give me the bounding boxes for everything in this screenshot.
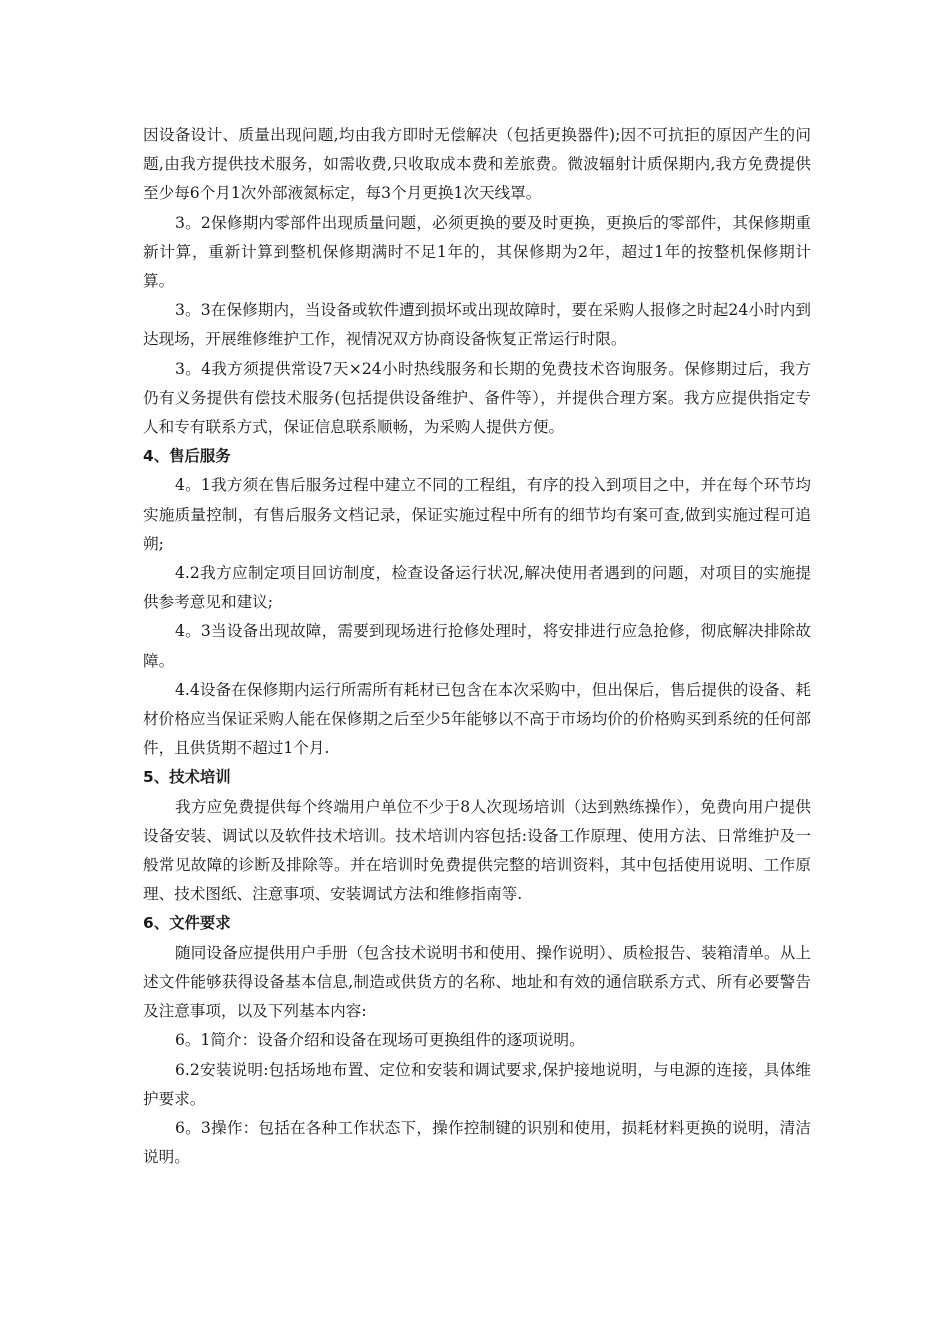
document-body [143, 121, 811, 1172]
paragraph-4-4: 4.4设备在保修期内运行所需所有耗材已包含在本次采购中，但出保后，售后提供的设备、耗材价格应当保证采购人能在保修期之后至少5年能够以不高于市场均价的价格购买到系统的任何部件，且供货期不超过1个月. [143, 680, 811, 758]
paragraph-4-1: 4。1我方须在售后服务过程中建立不同的工程组，有序的投入到项目之中，并在每个环节均实施质量控制，有售后服务文档记录，保证实施过程中所有的细节均有案可查,做到实施过程可追朔; [143, 476, 811, 553]
paragraph-3-4: 3。4我方须提供常设7天×24小时热线服务和长期的免费技术咨询服务。保修期过后，我方仍有义务提供有偿技术服务(包括提供设备维护、备件等），并提供合理方案。我方应提供指定专人和专有联系方式，保证信息联系顺畅，为采购人提供方便。 [143, 359, 811, 437]
paragraph-6-3: 6。3操作：包括在各种工作状态下，操作控制键的识别和使用，损耗材料更换的说明，清洁说明。 [143, 1118, 811, 1167]
paragraph-4-2: 4.2我方应制定项目回访制度，检查设备运行状况,解决使用者遇到的问题，对项目的实施提供参考意见和建议; [143, 564, 811, 612]
paragraph-training: 我方应免费提供每个终端用户单位不少于8人次现场培训（达到熟练操作），免费向用户提供设备安装、调试以及软件技术培训。技术培训内容包括:设备工作原理、使用方法、日常维护及一般常见故障的诊断及排除等。并在培训时免费提供完整的培训资料，其中包括使用说明、工作原理、技术图纸、注意事项、安装调试方法和维修指南等. [143, 797, 811, 904]
paragraph-3-3: 3。3在保修期内，当设备或软件遭到损坏或出现故障时，要在采购人报修之时起24小时内到达现场，开展维修维护工作，视情况双方协商设备恢复正常运行时限。 [143, 301, 811, 349]
section-heading-training: 5、技术培训 [143, 768, 231, 787]
section-heading-after-sales: 4、售后服务 [143, 447, 231, 466]
warranty-paragraph-continued: 因设备设计、质量出现问题,均由我方即时无偿解决（包括更换器件);因不可抗拒的原因产生的问题,由我方提供技术服务，如需收费,只收取成本费和差旅费。微波辐射计质保期内,我方免费提供至少每6个月1次外部液氮标定，每3个月更换1次天线罩。 [143, 126, 811, 203]
paragraph-6-1: 6。1简介：设备介绍和设备在现场可更换组件的逐项说明。 [175, 1031, 585, 1050]
paragraph-3-2: 3。2保修期内零部件出现质量问题，必须更换的要及时更换，更换后的零部件，其保修期重新计算，重新计算到整机保修期满时不足1年的，其保修期为2年，超过1年的按整机保修期计算。 [143, 213, 811, 291]
paragraph-documents: 随同设备应提供用户手册（包含技术说明书和使用、操作说明）、质检报告、装箱清单。从上述文件能够获得设备基本信息,制造或供货方的名称、地址和有效的通信联系方式、所有必要警告及注意事项，以及下列基本内容: [143, 943, 811, 1021]
section-heading-documents: 6、文件要求 [143, 914, 231, 933]
paragraph-4-3: 4。3当设备出现故障，需要到现场进行抢修处理时，将安排进行应急抢修，彻底解决排除故障。 [143, 622, 811, 670]
paragraph-6-2: 6.2安装说明:包括场地布置、定位和安装和调试要求,保护接地说明，与电源的连接，具体维护要求。 [143, 1060, 811, 1108]
